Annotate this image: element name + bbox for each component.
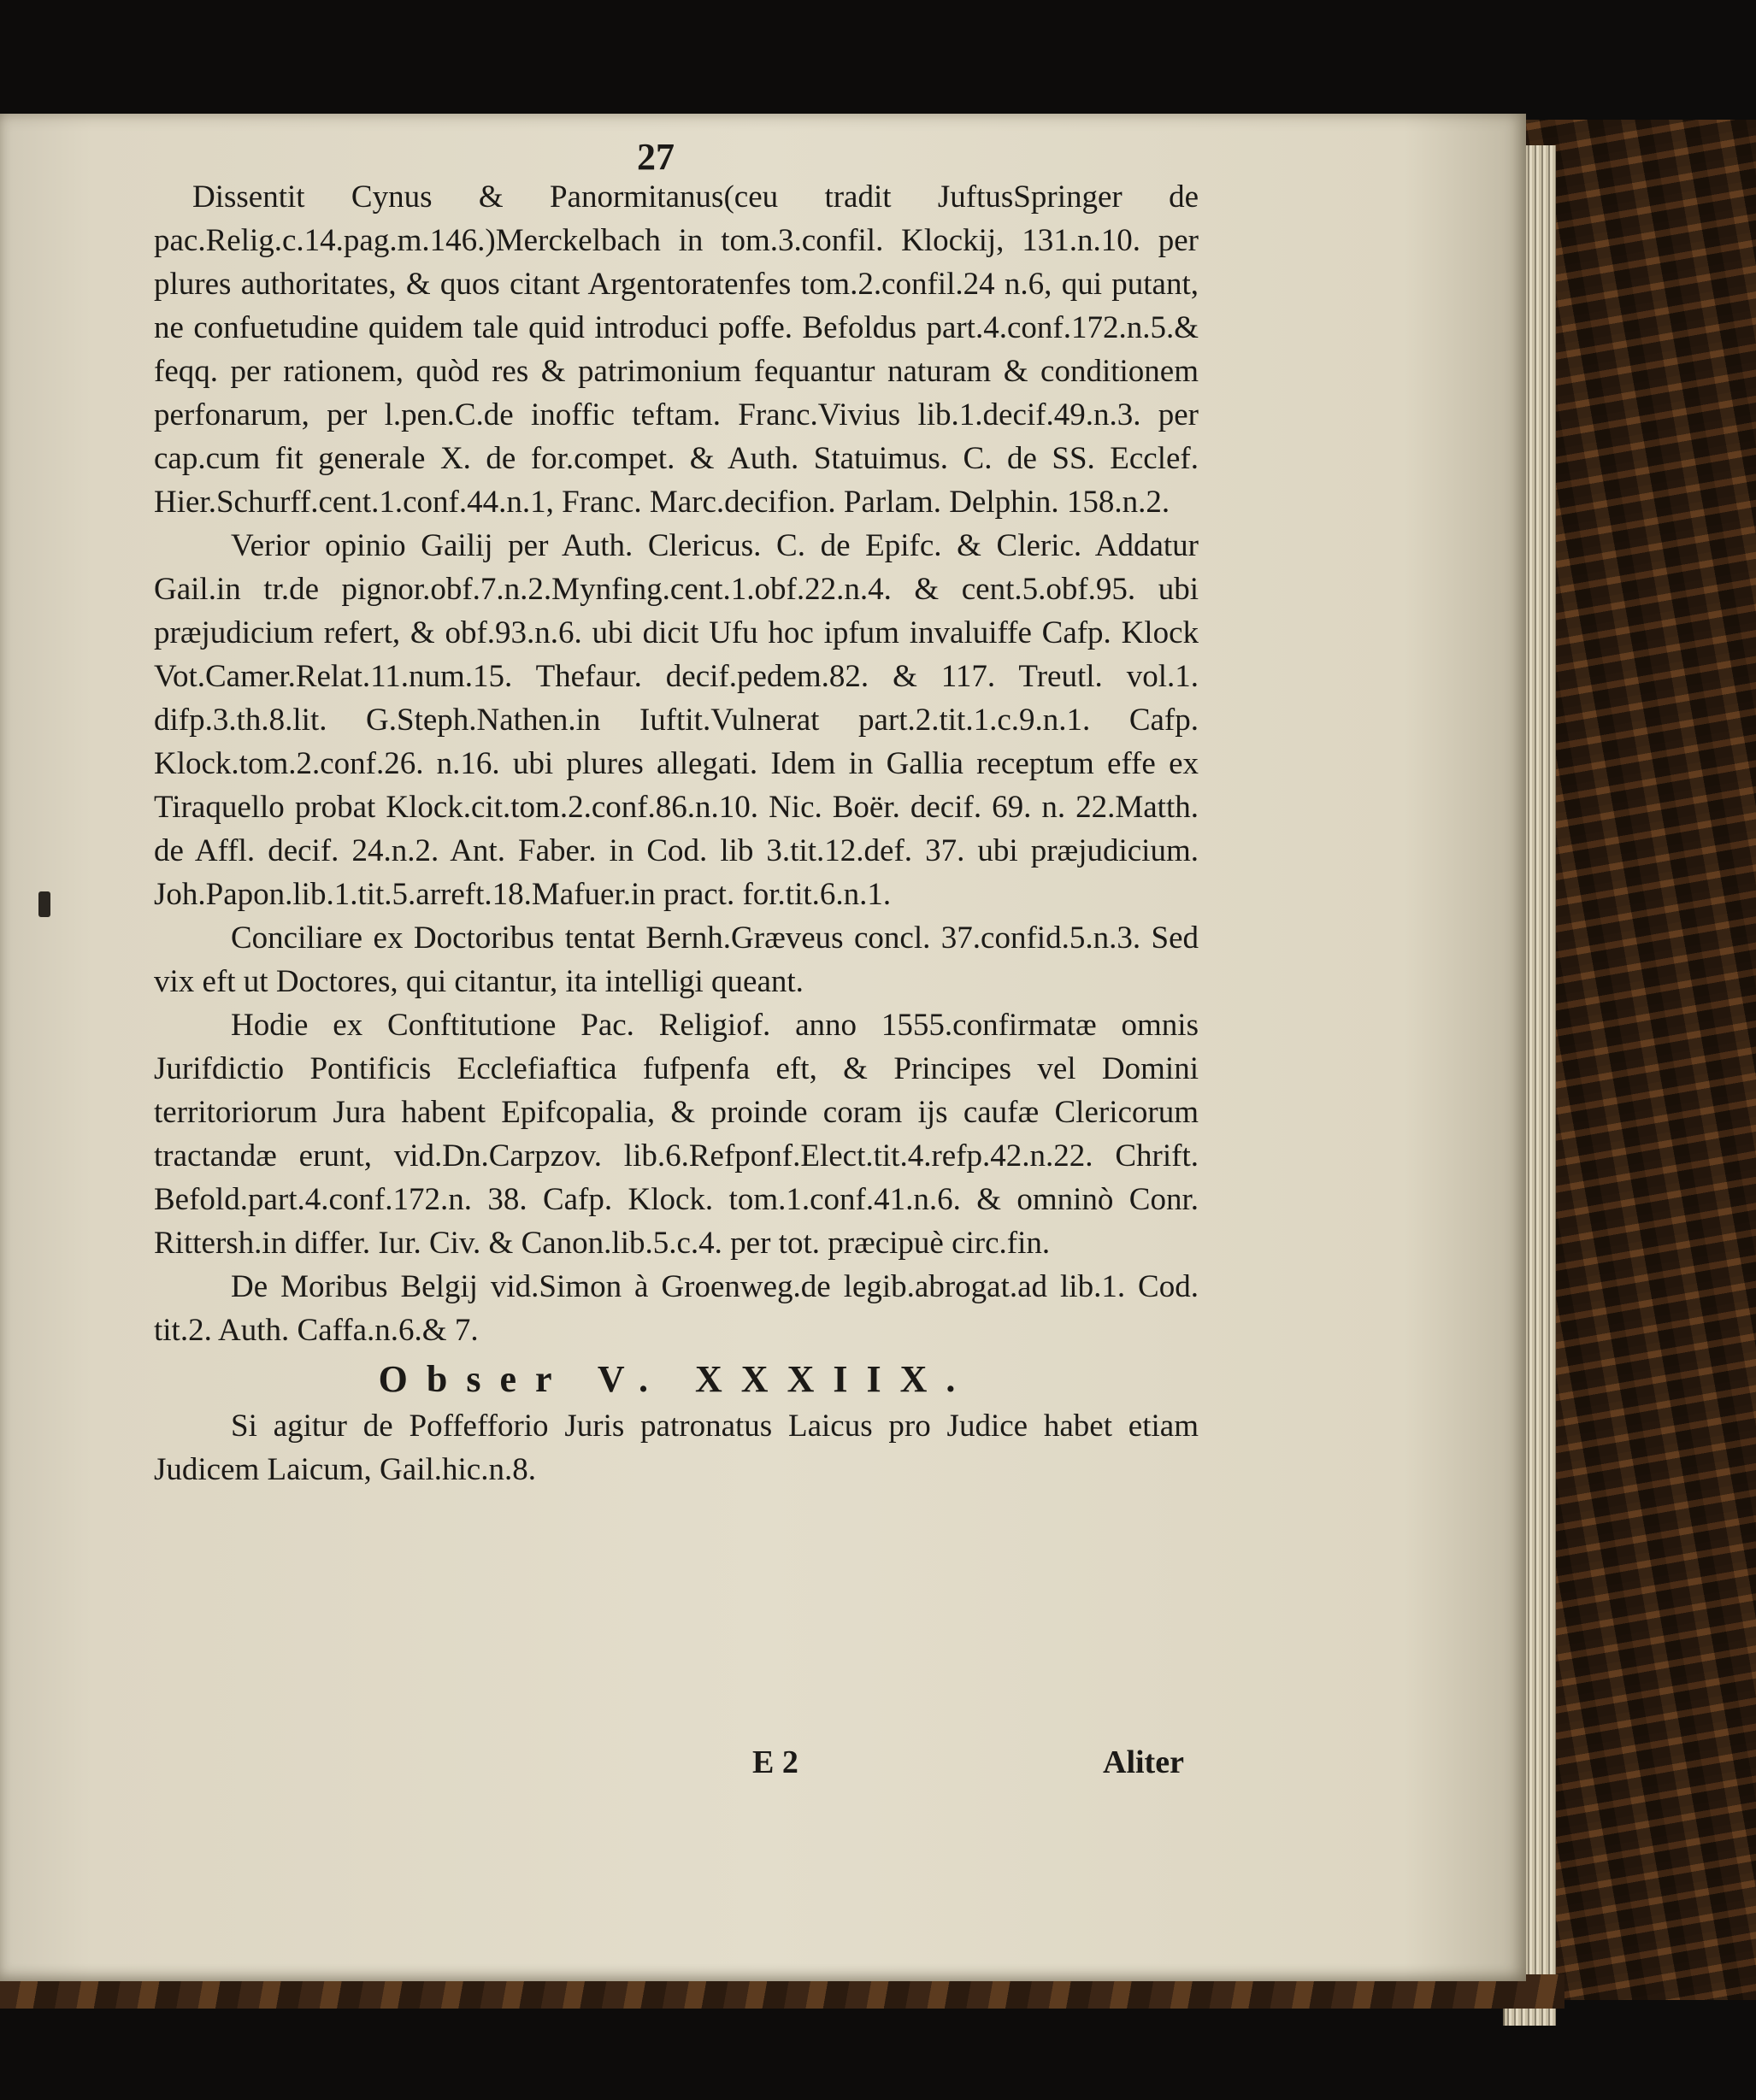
signature-mark: E 2 xyxy=(752,1744,798,1780)
paragraph-4: Hodie ex Conftitutione Pac. Religiof. anno 1555.confirmatæ omnis Jurifdictio Pontificis Ecclefiaftica fufpenfa eft, & Principes vel Domini territoriorum Jura habent Epifcopalia, & proinde coram ijs caufæ Clericorum tractandæ erunt, vid.Dn.Carpzov. lib.6.Refponf.Elect.tit.4.refp.42.n.22. Chrift. Befold.part.4.conf.172.n. 38. Cafp. Klock. tom.1.conf.41.n.6. & omninò Conr. Rittersh.in differ. Iur. Civ. & Canon.lib.5.c.4. per tot. præcipuè circ.fin. xyxy=(154,1008,1199,1261)
margin-ink-mark xyxy=(38,891,50,917)
paragraph-3: Conciliare ex Doctoribus tentat Bernh.Græveus concl. 37.confid.5.n.3. Sed vix eft ut Doctores, qui citantur, ita intelligi queant. xyxy=(154,921,1199,999)
observation-heading: Obser V. XXXIIX. xyxy=(378,1358,975,1400)
catchword: Aliter xyxy=(1103,1744,1184,1780)
page-text xyxy=(154,175,1199,1491)
paragraph-5: De Moribus Belgij vid.Simon à Groenweg.de legib.abrogat.ad lib.1. Cod. tit.2. Auth. Caffa.n.6.& 7. xyxy=(154,1269,1199,1348)
paragraph-2: Verior opinio Gailij per Auth. Clericus. C. de Epifc. & Cleric. Addatur Gail.in tr.de pignor.obf.7.n.2.Mynfing.cent.1.obf.22.n.4. & cent.5.obf.95. ubi præjudicium refert, & obf.93.n.6. ubi dicit Ufu hoc ipfum invaluiffe Cafp. Klock Vot.Camer.Relat.11.num.15. Thefaur. decif.pedem.82. & 117. Treutl. vol.1. difp.3.th.8.lit. G.Steph.Nathen.in Iuftit.Vulnerat part.2.tit.1.c.9.n.1. Cafp. Klock.tom.2.conf.26. n.16. ubi plures allegati. Idem in Gallia receptum effe ex Tiraquello probat Klock.cit.tom.2.conf.86.n.10. Nic. Boër. decif. 69. n. 22.Matth. de Affl. decif. 24.n.2. Ant. Faber. in Cod. lib 3.tit.12.def. 37. ubi præjudicium. Joh.Papon.lib.1.tit.5.arreft.18.Mafuer.in pract. for.tit.6.n.1. xyxy=(154,528,1199,912)
paragraph-6: Si agitur de Poffefforio Juris patronatus Laicus pro Judice habet etiam Judicem Laicum, Gail.hic.n.8. xyxy=(154,1409,1199,1487)
page-number: 27 xyxy=(637,136,675,178)
paragraph-1: Dissentit Cynus & Panormitanus(ceu tradit JuftusSpringer de pac.Relig.c.14.pag.m.146.)Merckelbach in tom.3.confil. Klockij, 131.n.10. per plures authoritates, & quos citant Argentoratenfes tom.2.confil.24 n.6, qui putant, ne confuetudine quidem tale quid introduci poffe. Befoldus part.4.conf.172.n.5.& feqq. per rationem, quòd res & patrimonium fequantur naturam & conditionem perfonarum, per l.pen.C.de inoffic teftam. Franc.Vivius lib.1.decif.49.n.3. per cap.cum fit generale X. de for.compet. & Auth. Statuimus. C. de SS. Ecclef. Hier.Schurff.cent.1.conf.44.n.1, Franc. Marc.decifion. Parlam. Delphin. 158.n.2. xyxy=(154,179,1199,520)
